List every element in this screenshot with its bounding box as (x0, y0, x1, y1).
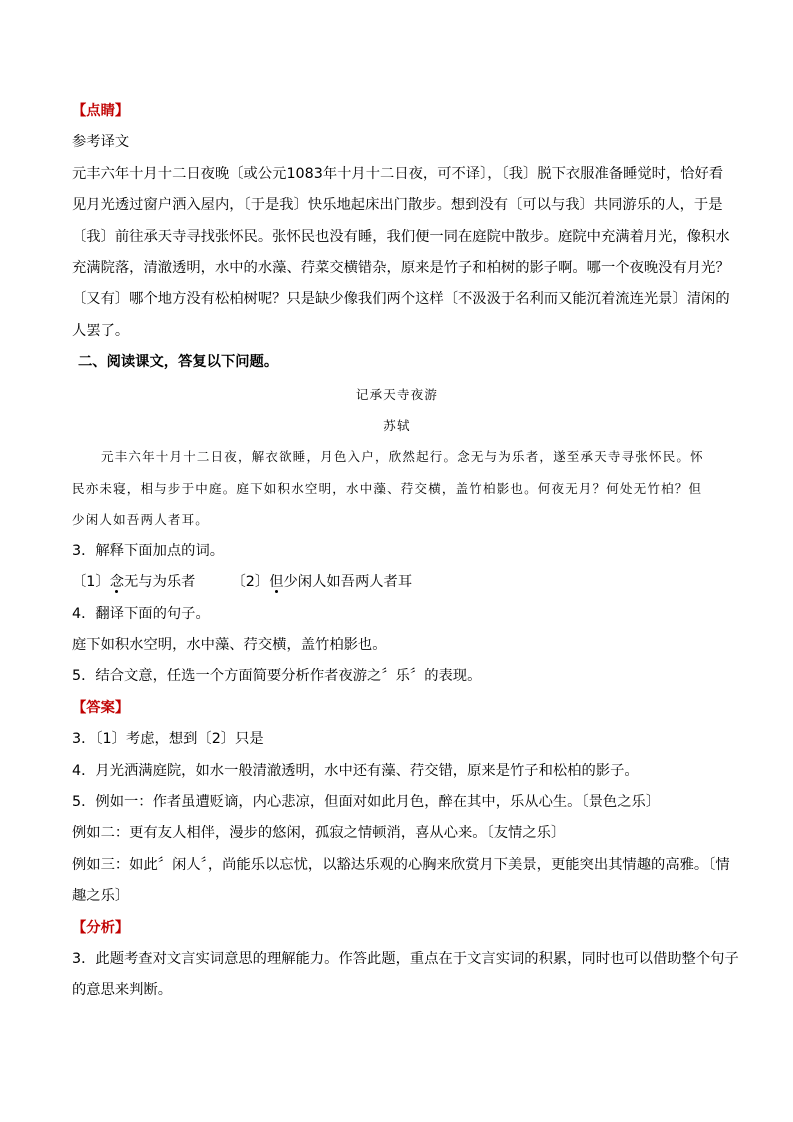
analysis-line: 3．此题考查对文言实词意思的理解能力。作答此题，重点在于文言实词的积累，同时也可以借助整个句子 (72, 950, 739, 967)
section-two-heading: 二、阅读课文，答复以下问题。 (78, 354, 279, 371)
translation-line: 见月光透过窗户洒入屋内，〔于是我〕快乐地起床出门散步。想到没有〔可以与我〕共同游乐的人，于是 (72, 197, 723, 214)
answer-line: 例如三：如此〞闲人〞，尚能乐以忘忧，以豁达乐观的心胸来欣赏月下美景，更能突出其情趣的高雅。〔情 (72, 856, 730, 873)
q3-item1-rest: 无与为乐者 (124, 574, 196, 591)
passage-author: 苏轼 (383, 418, 411, 434)
q3-item2-rest: 少闲人如吾两人者耳 (283, 574, 413, 591)
passage-line: 元丰六年十月十二日夜，解衣欲睡，月色入户，欣然起行。念无与为乐者，遂至承天寺寻张怀民。怀 (101, 449, 704, 465)
question-3-items (72, 567, 722, 598)
translation-line: 〔我〕前往承天寺寻找张怀民。张怀民也没有睡，我们便一同在庭院中散步。庭院中充满着月光，像积水 (72, 228, 730, 245)
dianjing-heading: 【点睛】 (72, 103, 130, 119)
question-4: 4．翻译下面的句子。 (72, 605, 210, 622)
classical-passage (72, 441, 722, 535)
analysis-heading: 【分析】 (72, 919, 130, 936)
reference-translation-label: 参考译文 (72, 134, 130, 151)
q3-item1-dotted-word: 念 (109, 574, 124, 591)
passage-line: 民亦未寝，相与步于中庭。庭下如积水空明，水中藻、荇交横，盖竹柏影也。何夜无月？何处无竹柏？但 (72, 480, 703, 496)
answer-line: 4．月光洒满庭院，如水一般清澈透明，水中还有藻、荇交错，原来是竹子和松柏的影子。 (72, 762, 639, 779)
passage-line: 少闲人如吾两人者耳。 (72, 512, 210, 528)
q3-item2-prefix: 〔2〕 (231, 574, 270, 591)
analysis-line: 的意思来判断。 (72, 982, 173, 999)
q3-item2-dotted-word: 但 (269, 574, 284, 591)
passage-title: 记承天寺夜游 (355, 386, 439, 402)
answer-block (72, 724, 730, 912)
translation-line: 元丰六年十月十二日夜晚〔或公元1083年十月十二日夜，可不译〕，〔我〕脱下衣服准备睡觉时，恰好看 (72, 165, 724, 182)
question-3: 3．解释下面加点的词。 (72, 542, 225, 559)
question-5: 5．结合文意，任选一个方面简要分析作者夜游之〞乐〞的表现。 (72, 668, 482, 685)
q3-item1-prefix: 〔1〕 (72, 574, 110, 591)
translation-line: 〔又有〕哪个地方没有松柏树呢？只是缺少像我们两个这样〔不汲汲于名利而又能沉着流连光景〕清闲的 (72, 291, 730, 308)
answer-line: 3．〔1〕考虑，想到〔2〕只是 (72, 731, 264, 748)
question-4-sentence: 庭下如积水空明，水中藻、荇交横，盖竹柏影也。 (72, 636, 387, 653)
document-page (72, 96, 739, 1007)
translation-line: 充满院落，清澈透明，水中的水藻、荇菜交横错杂，原来是竹子和柏树的影子啊。哪一个夜晚没有月光？ (72, 260, 730, 277)
answer-heading: 【答案】 (72, 699, 130, 716)
answer-line: 5．例如一：作者虽遭贬谪，内心悲凉，但面对如此月色，醉在其中，乐从心生。〔景色之乐〕 (72, 793, 661, 810)
translation-paragraph (72, 159, 730, 347)
translation-line: 人罢了。 (72, 322, 130, 339)
answer-line: 例如二：更有友人相伴，漫步的悠闲，孤寂之情顿消，喜从心来。〔友情之乐〕 (72, 825, 566, 842)
analysis-block (72, 944, 739, 1007)
answer-line: 趣之乐〕 (72, 888, 130, 905)
